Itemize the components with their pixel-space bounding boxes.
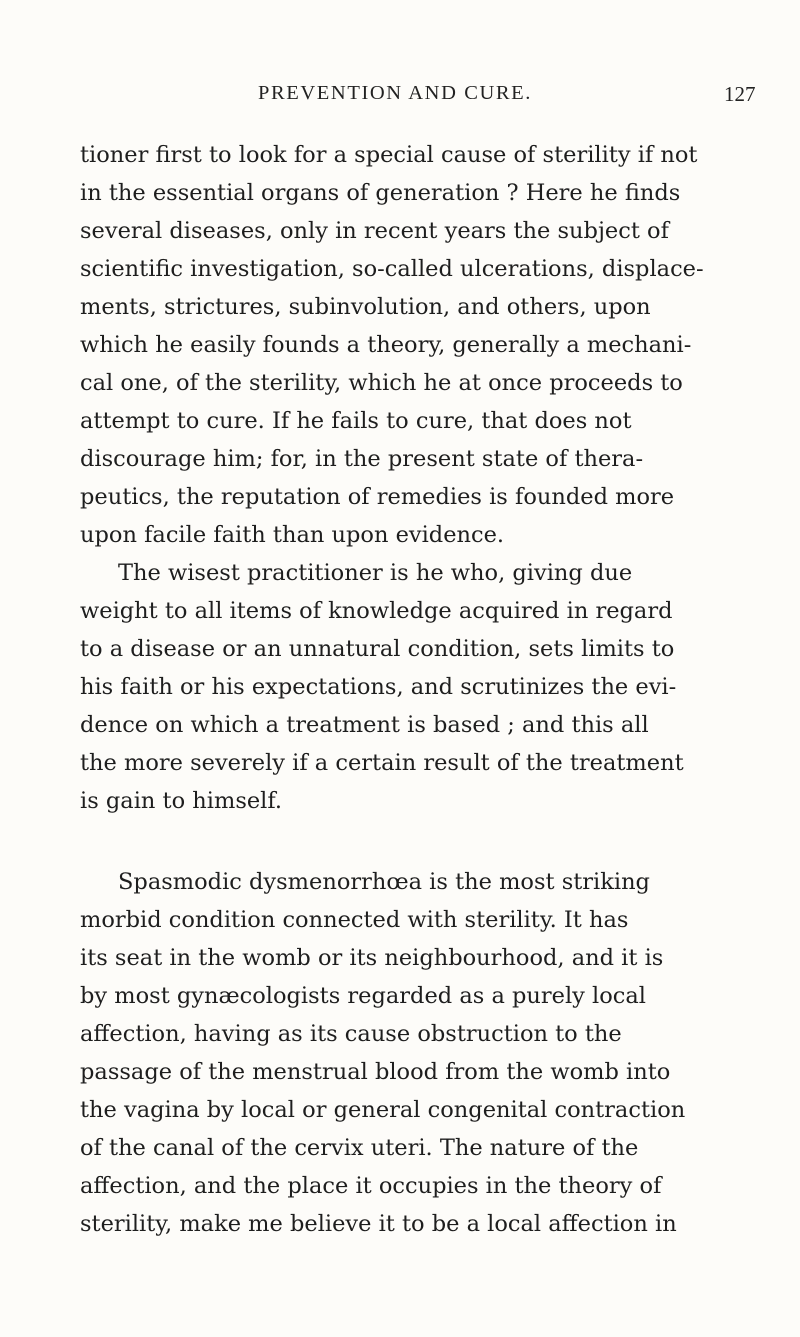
running-head (0, 82, 800, 112)
text-line: scientific investigation, so-called ulcerations, displace- (80, 256, 704, 282)
text-line: sterility, make me believe it to be a local affection in (80, 1211, 677, 1237)
text-line: passage of the menstrual blood from the womb into (80, 1059, 671, 1085)
text-line: attempt to cure. If he fails to cure, that does not (80, 408, 632, 434)
text-line: morbid condition connected with sterility. It has (80, 907, 629, 933)
text-line: ments, strictures, subinvolution, and others, upon (80, 294, 651, 320)
text-line: to a disease or an unnatural condition, sets limits to (80, 636, 675, 662)
text-line: is gain to himself. (80, 788, 283, 814)
text-line: weight to all items of knowledge acquired in regard (80, 598, 673, 624)
text-line: the more severely if a certain result of the treatment (80, 750, 684, 776)
text-line: by most gynæcologists regarded as a purely local (80, 983, 646, 1009)
text-line: of the canal of the cervix uteri. The nature of the (80, 1135, 639, 1161)
text-line: his faith or his expectations, and scrutinizes the evi- (80, 674, 677, 700)
text-line: discourage him; for, in the present state of thera- (80, 446, 644, 472)
text-line: the vagina by local or general congenital contraction (80, 1097, 686, 1123)
text-line: Spasmodic dysmenorrhœa is the most striking (118, 869, 650, 895)
text-line: dence on which a treatment is based ; and this all (80, 712, 649, 738)
page-number: 127 (724, 82, 756, 106)
text-line: which he easily founds a theory, generally a mechani- (80, 332, 692, 358)
text-line: affection, and the place it occupies in the theory of (80, 1173, 662, 1199)
text-line: affection, having as its cause obstruction to the (80, 1021, 622, 1047)
running-title: PREVENTION AND CURE. (258, 82, 533, 104)
text-line: cal one, of the sterility, which he at once proceeds to (80, 370, 683, 396)
text-line: The wisest practitioner is he who, giving due (118, 560, 633, 586)
text-line: in the essential organs of generation ? Here he finds (80, 180, 681, 206)
text-line: tioner first to look for a special cause of sterility if not (80, 142, 698, 168)
text-line: peutics, the reputation of remedies is founded more (80, 484, 675, 510)
text-line: its seat in the womb or its neighbourhood, and it is (80, 945, 664, 971)
text-line: several diseases, only in recent years the subject of (80, 218, 669, 244)
text-line: upon facile faith than upon evidence. (80, 522, 505, 548)
